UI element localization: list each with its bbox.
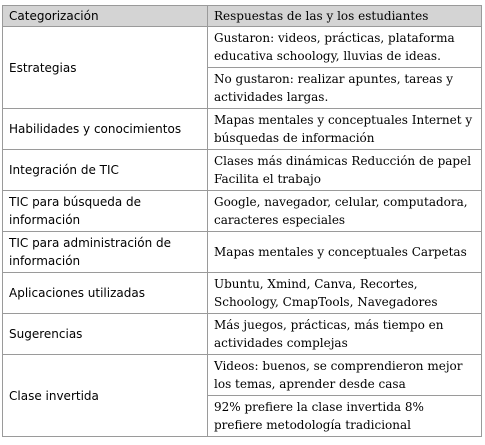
- table-row: [3, 314, 482, 355]
- table-row: [3, 355, 482, 396]
- category-cell: Sugerencias: [3, 314, 208, 355]
- response-cell: Clases más dinámicas Reducción de papel Facilita el trabajo: [208, 150, 482, 191]
- response-cell: Videos: buenos, se comprendieron mejor los temas, aprender desde casa: [208, 355, 482, 396]
- categorization-table: [2, 5, 482, 437]
- table-row: [3, 109, 482, 150]
- table-row: [3, 232, 482, 273]
- header-category: Categorización: [3, 6, 208, 27]
- table-row: [3, 27, 482, 68]
- response-cell: No gustaron: realizar apuntes, tareas y actividades largas.: [208, 68, 482, 109]
- category-cell: TIC para administración de información: [3, 232, 208, 273]
- category-cell: Estrategias: [3, 27, 208, 109]
- response-cell: 92% prefiere la clase invertida 8% prefiere metodología tradicional: [208, 396, 482, 437]
- category-cell: TIC para búsqueda de información: [3, 191, 208, 232]
- category-cell: Integración de TIC: [3, 150, 208, 191]
- header-row: [3, 6, 482, 27]
- table-row: [3, 191, 482, 232]
- category-cell: Clase invertida: [3, 355, 208, 437]
- response-cell: Gustaron: videos, prácticas, plataforma educativa schoology, lluvias de ideas.: [208, 27, 482, 68]
- response-cell: Ubuntu, Xmind, Canva, Recortes, Schoology, CmapTools, Navegadores: [208, 273, 482, 314]
- response-cell: Más juegos, prácticas, más tiempo en actividades complejas: [208, 314, 482, 355]
- response-cell: Mapas mentales y conceptuales Internet y búsquedas de información: [208, 109, 482, 150]
- response-cell: Google, navegador, celular, computadora, caracteres especiales: [208, 191, 482, 232]
- category-cell: Aplicaciones utilizadas: [3, 273, 208, 314]
- category-cell: Habilidades y conocimientos: [3, 109, 208, 150]
- header-responses: Respuestas de las y los estudiantes: [208, 6, 482, 27]
- table-row: [3, 273, 482, 314]
- table-row: [3, 150, 482, 191]
- response-cell: Mapas mentales y conceptuales Carpetas: [208, 232, 482, 273]
